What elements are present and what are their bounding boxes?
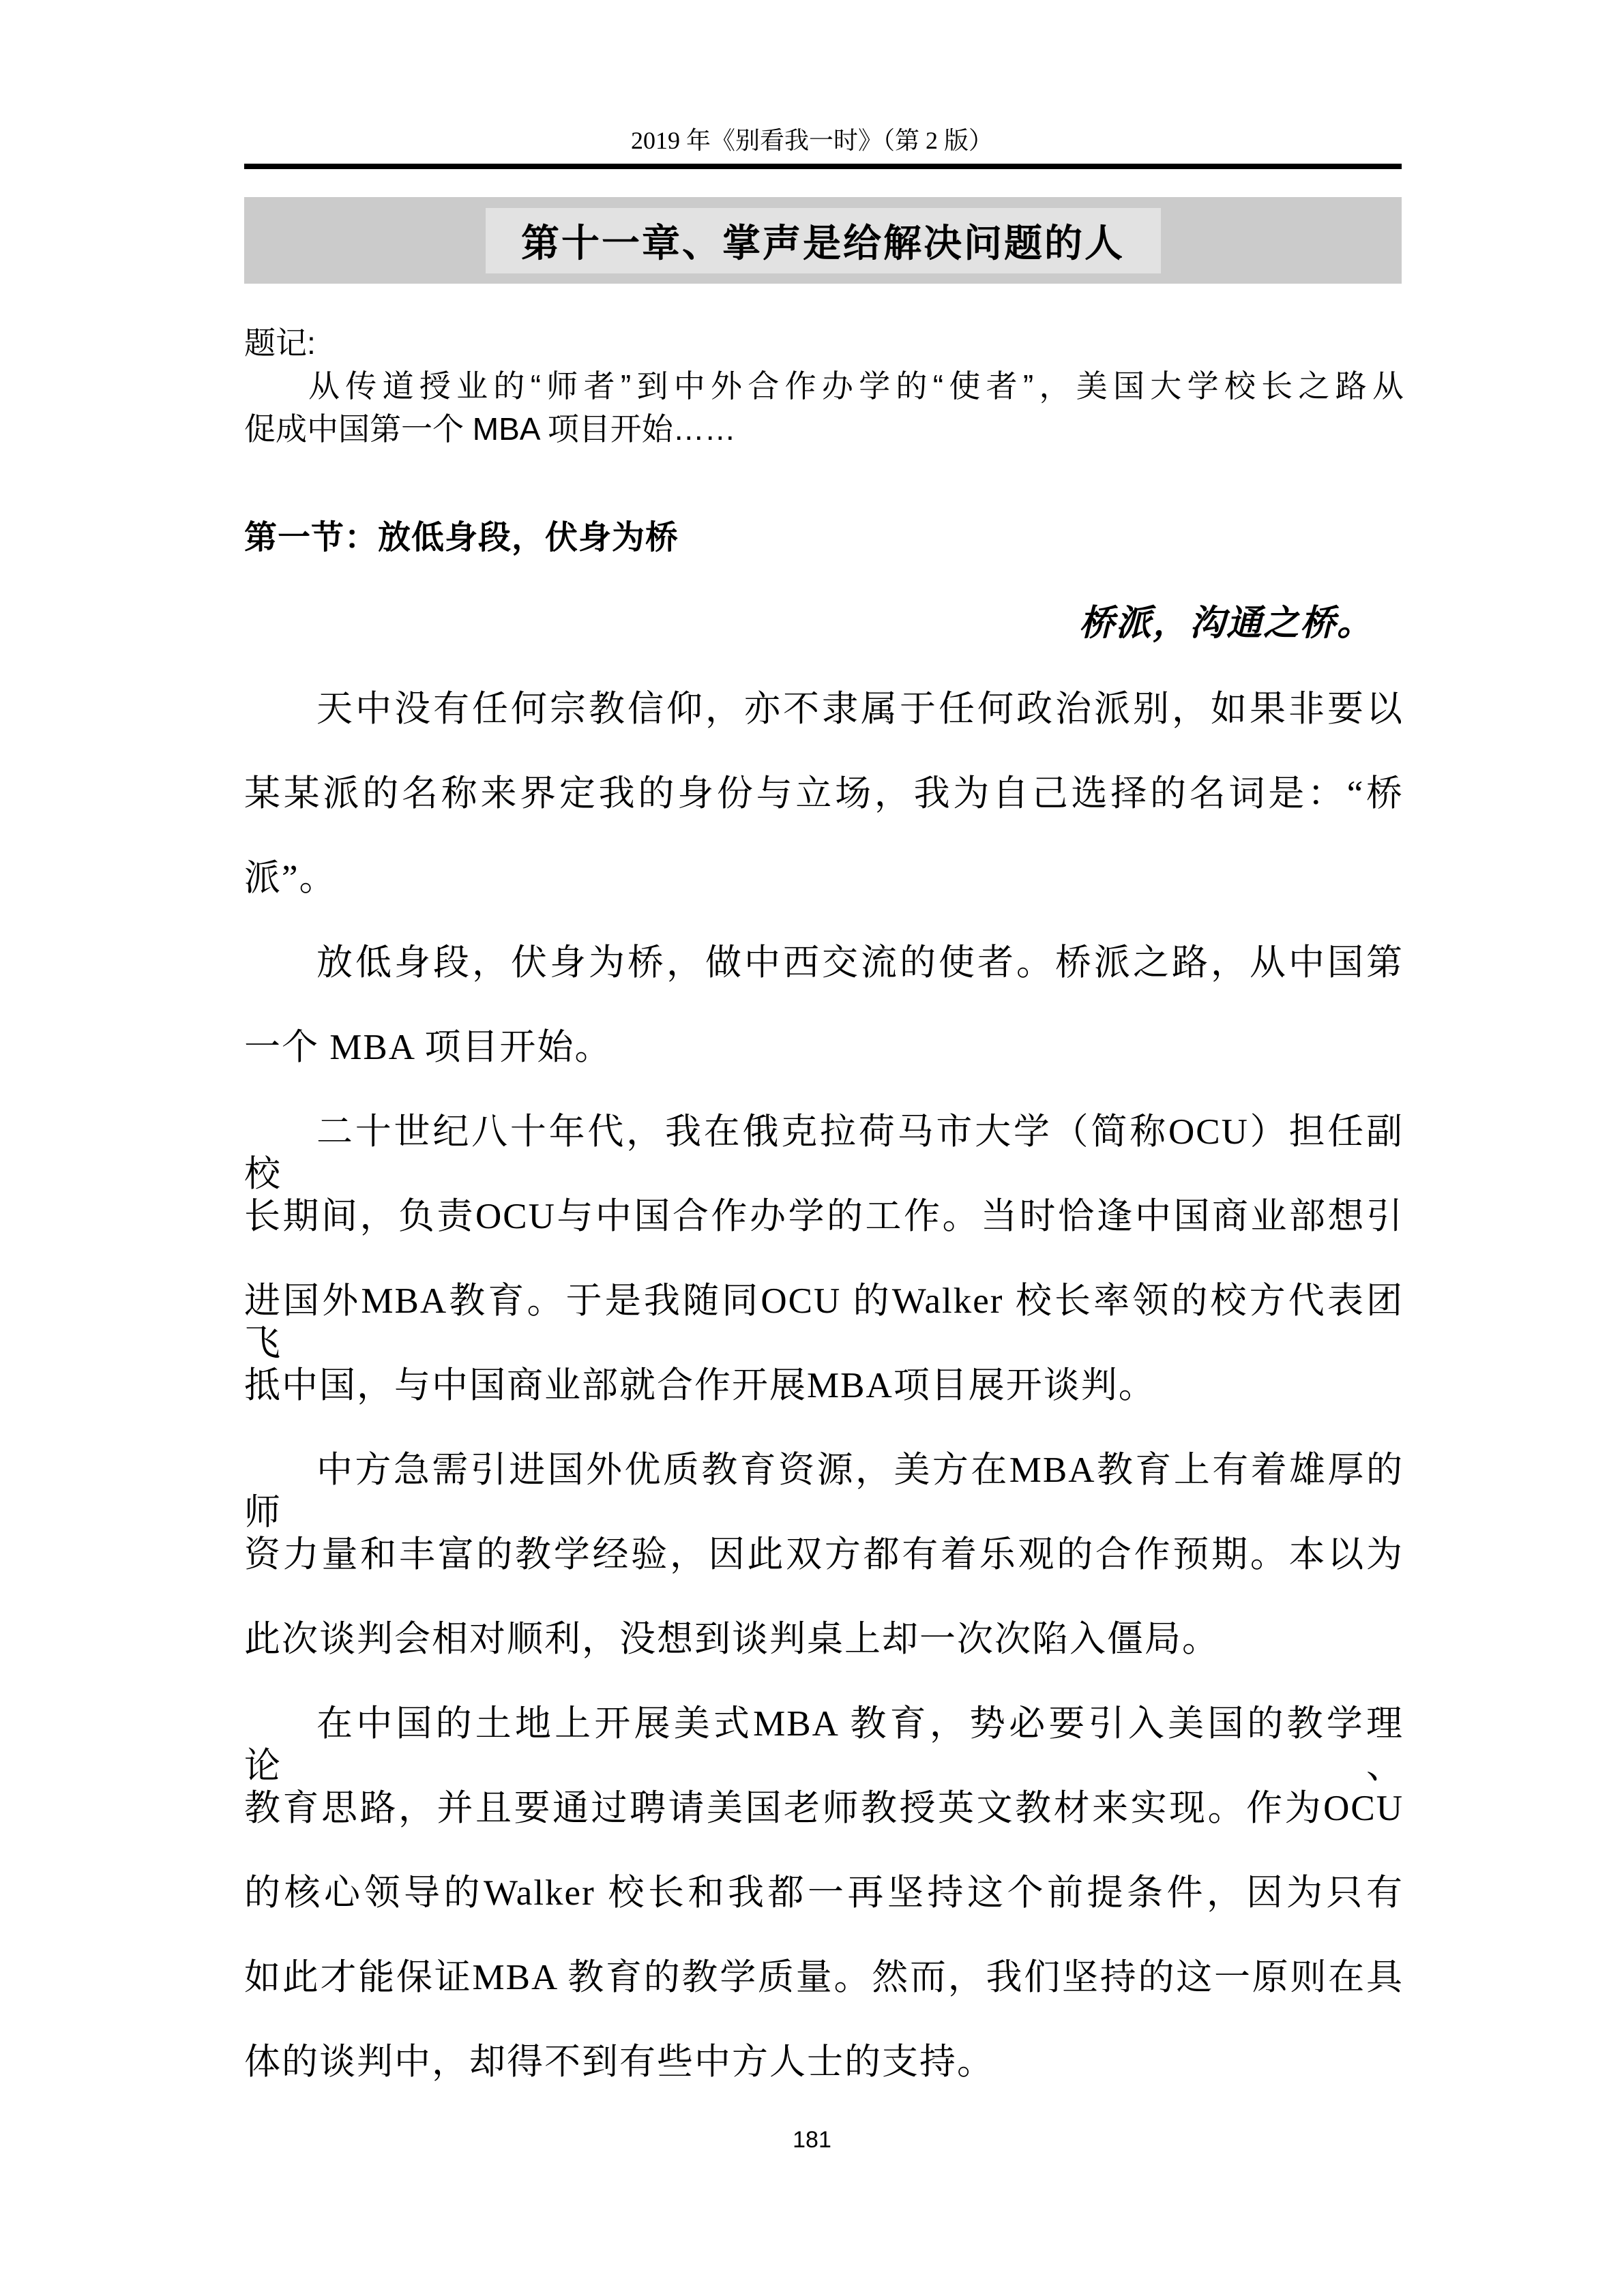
body-line: 中方急需引进国外优质教育资源，美方在MBA教育上有着雄厚的师	[244, 1450, 1404, 1532]
body-line: 体的谈判中，却得不到有些中方人士的支持。	[244, 2042, 994, 2082]
body-line: 一个 MBA 项目开始。	[244, 1028, 612, 1067]
body-line: 此次谈判会相对顺利，没想到谈判桌上却一次次陷入僵局。	[244, 1620, 1220, 1659]
body-line: 天中没有任何宗教信仰，亦不隶属于任何政治派别，如果非要以	[316, 689, 1404, 729]
body-line: 在中国的土地上开展美式MBA 教育，势必要引入美国的教学理论、	[244, 1704, 1404, 1786]
page-number: 181	[793, 2127, 831, 2153]
body-line: 派”。	[244, 859, 337, 898]
body-line: 抵中国，与中国商业部就合作开展MBA项目展开谈判。	[244, 1366, 1156, 1405]
epigraph-label: 题记:	[244, 325, 316, 361]
epigraph-line: 促成中国第一个 MBA 项目开始……	[244, 411, 736, 447]
epigraph-line: 从传道授业的“师者”到中外合作办学的“使者”，美国大学校长之路从	[308, 368, 1404, 404]
chapter-title-highlight	[486, 208, 1161, 273]
section-motto: 桥派，沟通之桥。	[1078, 604, 1374, 643]
chapter-title: 第十一章、掌声是给解决问题的人	[521, 221, 1125, 265]
body-line: 进国外MBA教育。于是我随同OCU 的Walker 校长率领的校方代表团飞	[244, 1281, 1404, 1363]
body-line: 某某派的名称来界定我的身份与立场，我为自己选择的名词是：“桥	[244, 774, 1404, 814]
body-line: 二十世纪八十年代，我在俄克拉荷马市大学（简称OCU）担任副校	[244, 1112, 1404, 1194]
body-line: 的核心领导的Walker 校长和我都一再坚持这个前提条件，因为只有	[244, 1873, 1404, 1913]
epigraph-block	[244, 322, 1404, 451]
body-line: 教育思路，并且要通过聘请美国老师教授英文教材来实现。作为OCU	[244, 1789, 1404, 1828]
header-rule	[244, 164, 1402, 169]
body-line: 资力量和丰富的教学经验，因此双方都有着乐观的合作预期。本以为	[244, 1535, 1404, 1575]
chapter-banner	[244, 197, 1402, 284]
body-line: 放低身段，伏身为桥，做中西交流的使者。桥派之路，从中国第	[316, 943, 1404, 983]
body-line: 如此才能保证MBA 教育的教学质量。然而，我们坚持的这一原则在具	[244, 1958, 1404, 1997]
section-title: 第一节：放低身段，伏身为桥	[244, 520, 679, 556]
running-header: 2019 年《别看我一时》（第 2 版）	[630, 127, 993, 154]
body-line: 长期间，负责OCU与中国合作办学的工作。当时恰逢中国商业部想引	[244, 1197, 1404, 1236]
